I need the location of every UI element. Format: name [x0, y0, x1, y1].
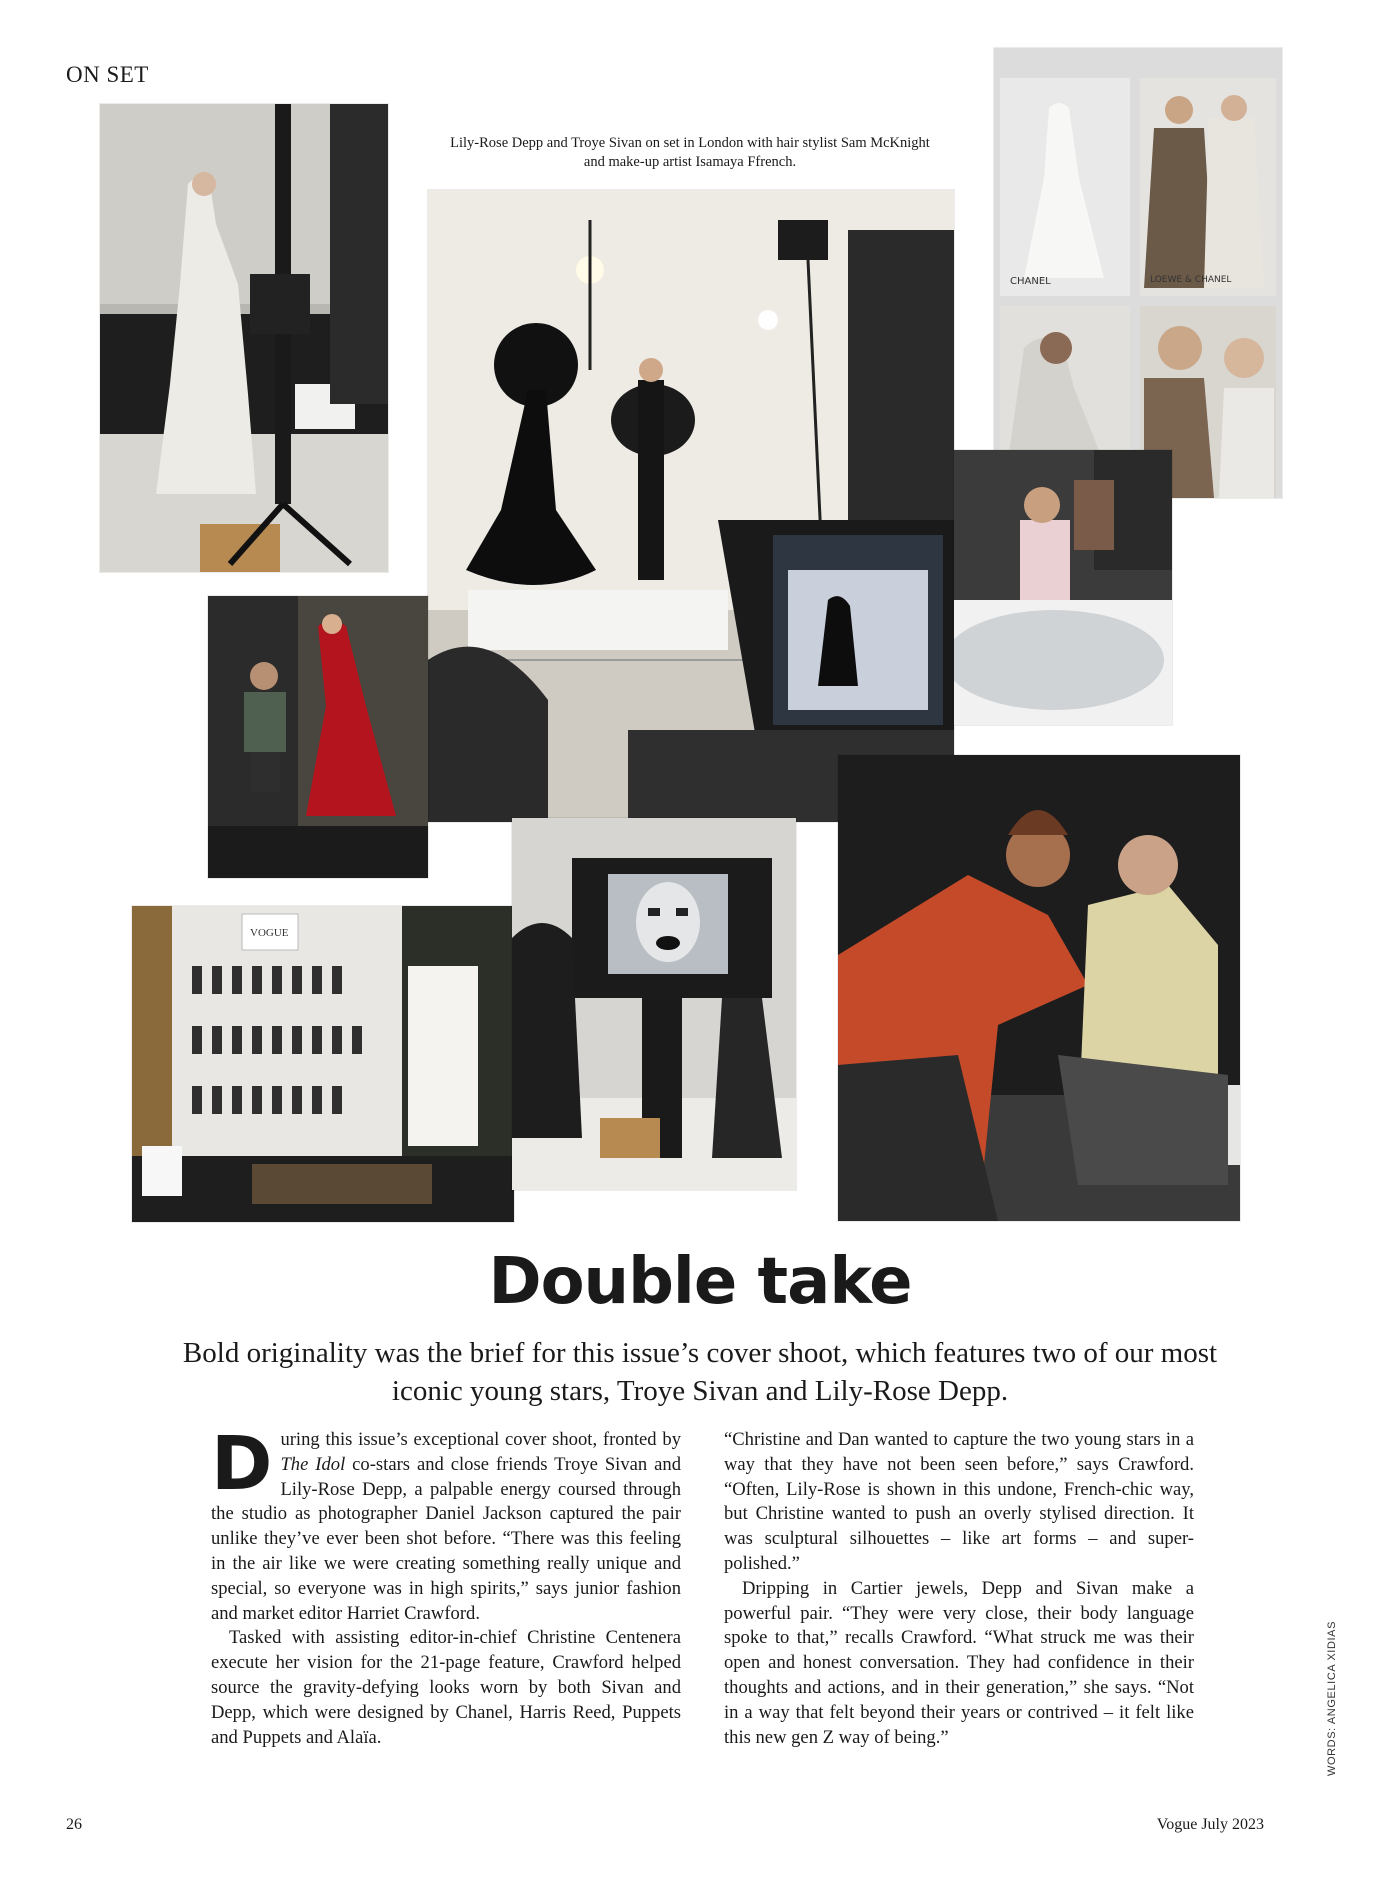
photo-caption: Lily-Rose Depp and Troye Sivan on set in London with hair stylist Sam McKnight and make-up artist Isamaya Ffrench. — [450, 135, 930, 170]
moodboard-tag-left: CHANEL — [1010, 276, 1051, 287]
headline: Double take — [488, 1245, 912, 1319]
standfirst: Bold originality was the brief for this issue’s cover shoot, which features two of our most iconic young stars, Troye Sivan and Lily-Rose Depp. — [182, 1337, 1218, 1407]
photo-monitor-closeup — [512, 818, 796, 1190]
photo-makeup-artist — [838, 755, 1240, 1221]
mood-wall-vogue-logo: VOGUE — [250, 927, 289, 939]
article-column-right — [724, 1428, 1194, 1750]
photo-red-gown — [208, 596, 428, 878]
photo-white-gown-studio — [100, 104, 388, 572]
page-number: 26 — [66, 1816, 82, 1833]
article-paragraph-1: During this issue’s exceptional cover shoot, fronted by The Idol co-stars and close friends Troye Sivan and Lily-Rose Depp, a palpable energy coursed through the studio as photographer Daniel Jackson captured the pair unlike they’ve ever been shot before. “There was this feeling in the air like we were creating something really unique and special, so everyone was in high spirits,” says junior fashion and market editor Harriet Crawford. — [211, 1421, 681, 1624]
photo-main-studio-pair — [428, 190, 954, 822]
issue-folio: Vogue July 2023 — [1156, 1816, 1264, 1833]
article-paragraph-4: Dripping in Cartier jewels, Depp and Sivan make a powerful pair. “They were very close, their body language spoke to that,” recalls Crawford. “What struck me was their open and honest conversation. They had confidence in their thoughts and actions, and in their generation,” she says. “Not in a way that felt beyond their years or contrived – it felt like this new gen Z way of being.” — [724, 1577, 1194, 1748]
words-credit: WORDS: ANGELICA XIDIAS — [1326, 1620, 1338, 1776]
article-column-left — [211, 1421, 681, 1750]
article-paragraph-2: Tasked with assisting editor-in-chief Christine Centenera execute her vision for the 21-page feature, Crawford helped source the gravity-defying looks worn by both Sivan and Depp, which were designed by Chanel, Harris Reed, Puppets and Puppets and Alaïa. — [211, 1627, 681, 1748]
show-title: The Idol — [280, 1453, 346, 1475]
photo-mood-wall — [132, 906, 514, 1222]
photo-moodboard-polaroids — [994, 48, 1282, 498]
photo-tulle-skirt — [954, 450, 1172, 725]
moodboard-tag-right: LOEWE & CHANEL — [1150, 275, 1232, 285]
section-label: ON SET — [66, 62, 149, 87]
article-paragraph-3: “Christine and Dan wanted to capture the two young stars in a way that they have not been seen before,” says Crawford. “Often, Lily-Rose is shown in this undone, French-chic way, but Christine wanted to push an overly stylised direction. It was sculptural silhouettes – like art forms – and super-polished.” — [724, 1429, 1194, 1574]
drop-cap: D — [211, 1421, 273, 1507]
